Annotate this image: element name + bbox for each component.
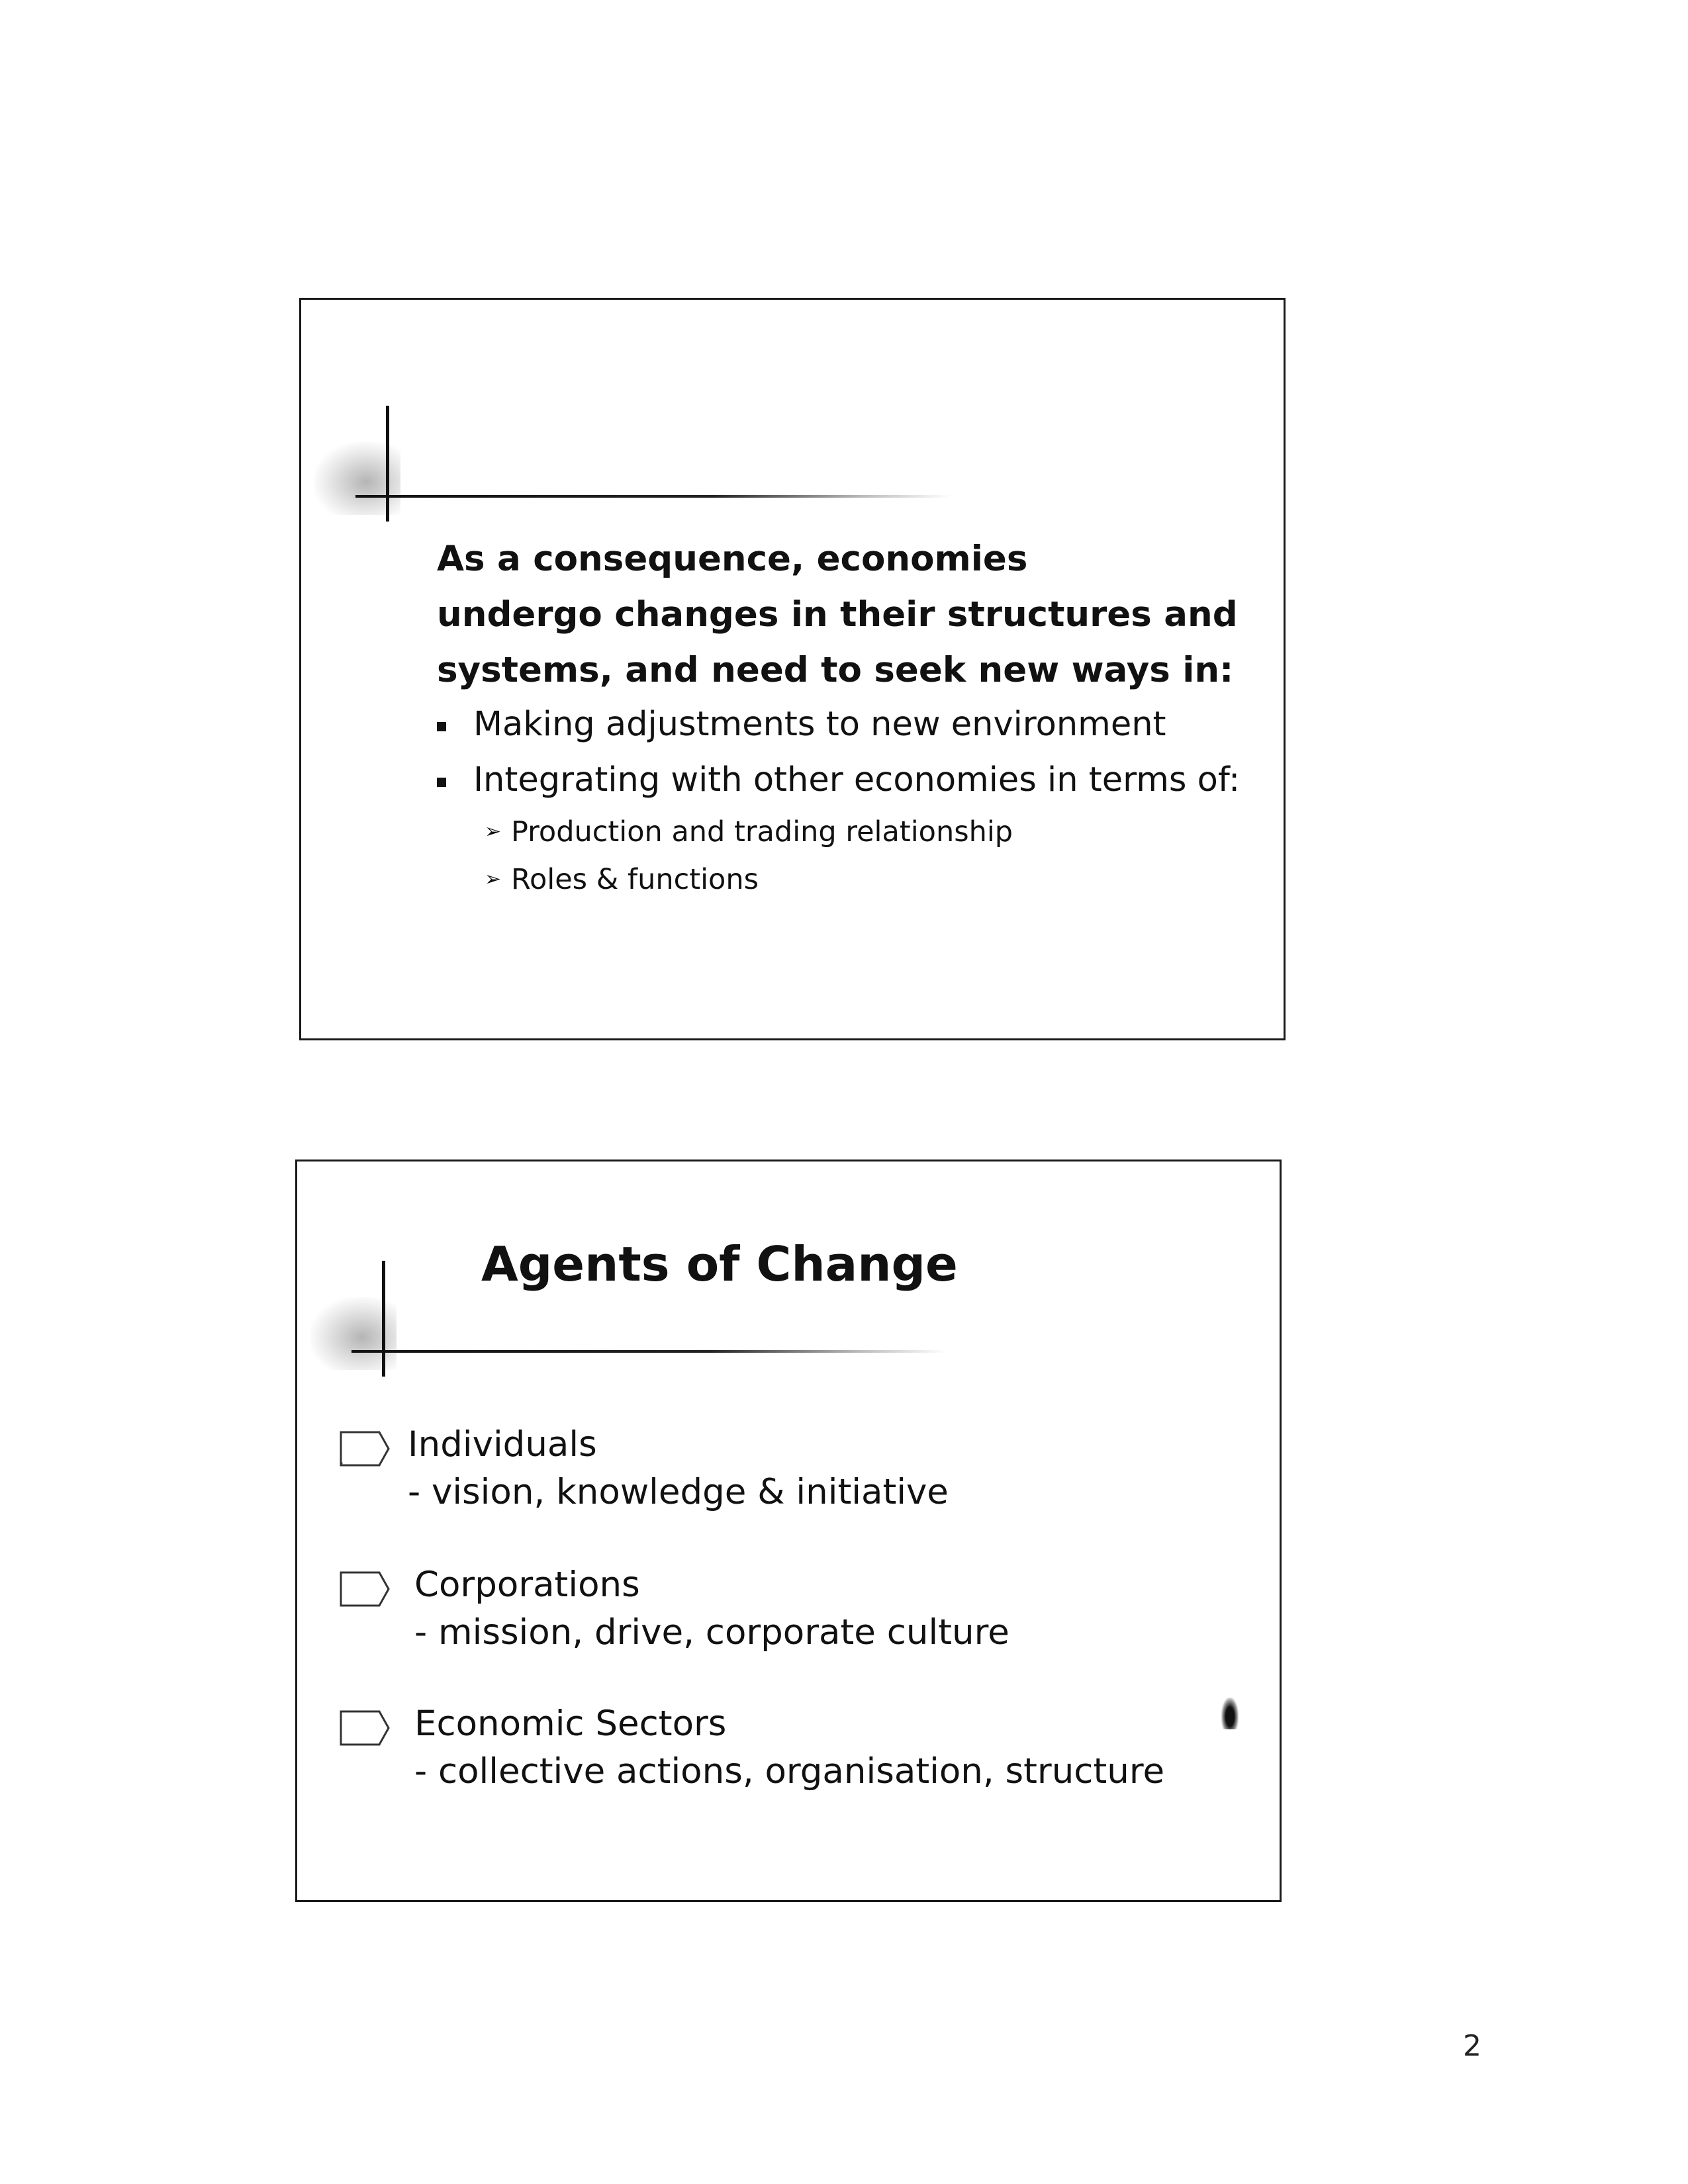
slide-consequence: [299, 298, 1286, 1040]
square-bullet-icon: [437, 778, 446, 787]
slide-heading: [437, 531, 1264, 698]
agent-description: - mission, drive, corporate culture: [414, 1612, 1009, 1653]
scan-smudge: [1221, 1698, 1239, 1729]
sub-bullet-text: Production and trading relationship: [511, 815, 1013, 848]
page-arrow-box-icon: [338, 1570, 391, 1608]
page-arrow-box-icon: [338, 1709, 391, 1747]
decoration-vertical-line: [386, 406, 389, 522]
sub-bullet-text: Roles & functions: [511, 863, 759, 896]
sub-bullet-item: [437, 856, 1278, 903]
agent-description: - collective actions, organisation, structure: [414, 1751, 1165, 1792]
square-bullet-icon: [437, 722, 446, 731]
arrowhead-bullet-icon: ➢: [485, 868, 502, 891]
sub-bullet-item: [437, 808, 1278, 856]
agent-description: - vision, knowledge & initiative: [408, 1472, 949, 1512]
page-arrow-box-icon: [338, 1430, 391, 1468]
slide-title: Agents of Change: [481, 1236, 958, 1292]
agent-label: Corporations: [414, 1565, 640, 1605]
heading-line: As a consequence, economies: [437, 539, 1028, 579]
page-number: 2: [1463, 2029, 1481, 2063]
heading-line: systems, and need to seek new ways in:: [437, 650, 1234, 690]
decoration-vertical-line: [382, 1261, 385, 1377]
decoration-horizontal-line: [355, 495, 951, 498]
arrowhead-bullet-icon: ➢: [485, 820, 502, 843]
bullet-item: [437, 697, 1278, 752]
bullet-text: Making adjustments to new environment: [473, 705, 1166, 744]
agent-label: Economic Sectors: [414, 1704, 727, 1744]
bullet-text: Integrating with other economies in terms of:: [473, 760, 1241, 799]
slide-corner-decoration: [314, 406, 950, 538]
slide-agents-of-change: [295, 1160, 1282, 1902]
agent-label: Individuals: [408, 1424, 597, 1465]
heading-line: undergo changes in their structures and: [437, 594, 1238, 635]
bullet-list: [437, 697, 1278, 903]
bullet-item: [437, 752, 1278, 808]
decoration-horizontal-line: [352, 1350, 947, 1353]
